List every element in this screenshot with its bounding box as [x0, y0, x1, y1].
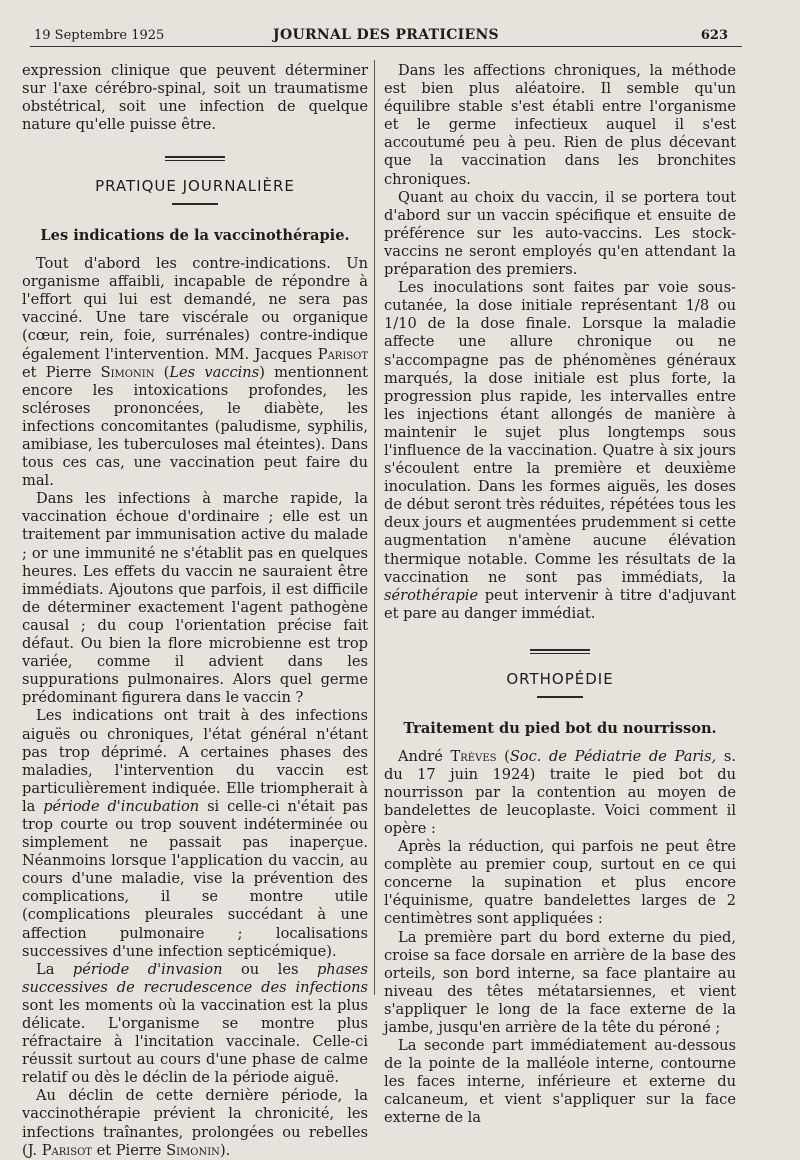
section-ornament-rule	[530, 649, 590, 654]
article-title-vaccinotherapie: Les indications de la vaccinothérapie.	[40, 226, 350, 244]
paragraph: Au déclin de cette dernière période, la vaccinothérapie prévient la chronicité, les infections traînantes, prolongées ou rebelles (J. Parisot et Pierre Simonin).	[22, 1087, 368, 1159]
section-underline	[172, 203, 218, 205]
page-number: 623	[700, 28, 728, 43]
issue-date: 19 Septembre 1925	[34, 28, 165, 43]
paragraph: Après la réduction, qui parfois ne peut être complète au premier coup, surtout en ce qui concerne la supination et plus encore l'équinisme, quatre bandelettes larges de 2 centimètres sont appliquées :	[384, 838, 736, 928]
paragraph: Dans les infections à marche rapide, la vaccination échoue d'ordinaire ; elle est un traitement par immunisation active du malade ; or une immunité ne s'établit pas en quelques heures. Les effets du vaccin ne sauraient être immédiats. Ajoutons que parfois, il est difficile de déterminer exactement l'agent pathogène causal ; du coup l'orientation précise fait défaut. Ou bien la flore microbienne est trop variée, comme il advient dans les suppurations pulmonaires. Alors quel germe prédominant figurera dans le vaccin ?	[22, 490, 368, 707]
paragraph: Quant au choix du vaccin, il se portera tout d'abord sur un vaccin spécifique et ensuite de préférence sur les auto-vaccins. Les stock-vaccins ne seront employés qu'en attendant la préparation des premiers.	[384, 188, 736, 279]
article-title-pied-bot: Traitement du pied bot du nourrisson.	[403, 719, 717, 737]
left-column	[22, 62, 368, 1160]
section-underline	[537, 696, 583, 698]
right-column	[384, 62, 736, 1128]
paragraph: Tout d'abord les contre-indications. Un organisme affaibli, incapable de répondre à l'effort qui lui est demandé, ne sera pas vacciné. Une tare viscérale ou organique (cœur, rein, foie, surrénales) contre-indique également l'intervention. MM. Jacques Parisot et Pierre Simonin (Les vaccins) mentionnent encore les intoxications profondes, les scléroses prononcées, le diabète, les infections concomitantes (paludisme, syphilis, amibiase, les tuberculoses mal éteintes). Dans tous ces cas, une vaccination peut faire du mal.	[22, 255, 368, 490]
intro-paragraph: expression clinique que peuvent déterminer sur l'axe cérébro-spinal, soit un traumatisme obstétrical, soit une infection de quelque nature qu'elle puisse être.	[22, 62, 368, 134]
paragraph: La seconde part immédiatement au-dessous de la pointe de la malléole interne, contourne les faces interne, inférieure et externe du calcaneum, et vient s'appliquer sur la face externe de la	[384, 1037, 736, 1127]
paragraph: Les inoculations sont faites par voie sous-cutanée, la dose initiale représentant 1/8 ou 1/10 de la dose finale. Lorsque la maladie affecte une allure chronique ou ne s'accompagne pas de phénomènes généraux marqués, la dose initiale est plus forte, la progression plus rapide, les intervalles entre les injections étant allongés de manière à maintenir le sujet plus longtemps sous l'influence de la vaccination. Quatre à six jours s'écoulent entre la première et deuxième inoculation. Dans les formes aiguës, les doses de début seront très réduites, répétées tous les deux jours et augmentées prudemment si cette augmentation n'amène aucune élévation thermique notable. Comme les résultats de la vaccination ne sont pas immédiats, la sérothérapie peut intervenir à titre d'adjuvant et pare au danger immédiat.	[384, 279, 736, 622]
section-title-orthopedie: ORTHOPÉDIE	[506, 669, 614, 688]
running-header	[30, 26, 742, 47]
paragraph: Les indications ont trait à des infections aiguës ou chroniques, l'état général n'étant pas trop déprimé. A certaines phases des maladies, l'intervention du vaccin est particulièrement indiquée. Elle triompherait à la période d'incubation si celle-ci n'était pas trop courte ou trop souvent indéterminée ou simplement ne passait pas inaperçue. Néanmoins lorsque l'application du vaccin, au cours d'une maladie, vise la prévention des complications, il se montre utile (complications pleurales succédant à une affection pulmonaire ; localisations successives d'une infection septicémique).	[22, 707, 368, 960]
paragraph: La première part du bord externe du pied, croise sa face dorsale en arrière de la base des orteils, son bord interne, sa face plantaire au niveau des têtes métatarsiennes, et vient s'appliquer le long de la face externe de la jambe, jusqu'en arrière de la tête du péroné ;	[384, 928, 736, 1036]
paragraph: Dans les affections chroniques, la méthode est bien plus aléatoire. Il semble qu'un équilibre stable s'est établi entre l'organisme et le germe infectieux auquel il s'est accoutumé peu à peu. Rien de plus décevant que la vaccination dans les bronchites chroniques.	[384, 62, 736, 188]
paragraph: La période d'invasion ou les phases successives de recrudescence des infections sont les moments où la vaccination est la plus délicate. L'organisme se montre plus réfractaire à l'incitation vaccinale. Celle-ci réussit surtout au cours d'une phase de calme relatif ou dès le déclin de la période aiguë.	[22, 960, 369, 1087]
journal-title: JOURNAL DES PRATICIENS	[273, 27, 499, 43]
column-divider	[374, 60, 375, 995]
paragraph: André Trèves (Soc. de Pédiatrie de Paris, s. du 17 juin 1924) traite le pied bot du nourrisson par la contention au moyen de bandelettes de leucoplaste. Voici comment il opère :	[384, 747, 736, 837]
section-ornament-rule	[165, 156, 225, 161]
section-title-pratique: PRATIQUE JOURNALIÈRE	[95, 177, 295, 196]
